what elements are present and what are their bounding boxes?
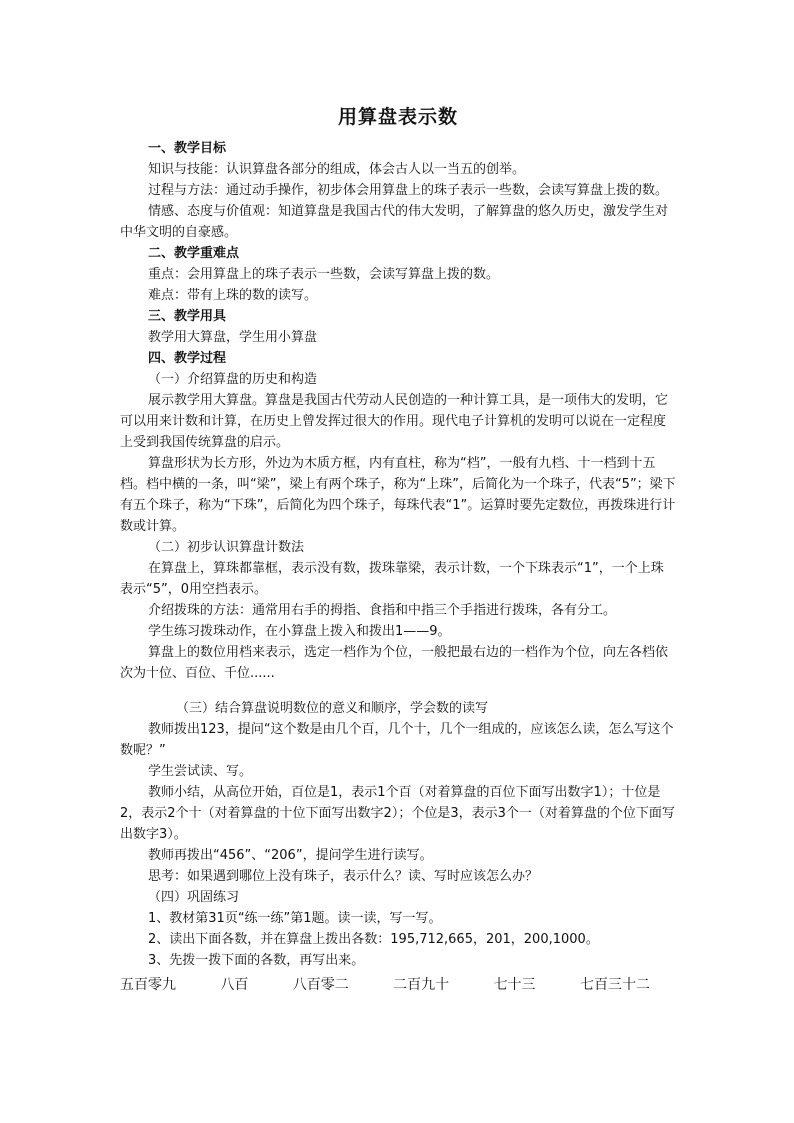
- paragraph: 知识与技能：认识算盘各部分的组成，体会古人以一当五的创举。: [148, 162, 526, 177]
- paragraph: 情感、态度与价值观：知道算盘是我国古代的伟大发明，了解算盘的悠久历史，激发学生对中华文明的自豪感。: [120, 204, 669, 240]
- subsection-heading: （二）初步认识算盘计数法: [148, 540, 305, 555]
- paragraph: 介绍拨珠的方法：通常用右手的拇指、食指和中指三个手指进行拨珠，各有分工。: [148, 603, 617, 618]
- paragraph: 重点：会用算盘上的珠子表示一些数，会读写算盘上拨的数。: [148, 267, 500, 282]
- paragraph: 2、读出下面各数，并在算盘上拨出各数：195,712,665，201，200,1000。: [148, 932, 599, 947]
- paragraph: 算盘上的数位用档来表示，选定一档作为个位，一般把最右边的一档作为个位，向左各档依次为十位、百位、千位......: [120, 645, 669, 681]
- number-word: 五百零九: [120, 977, 176, 993]
- number-word-list: [120, 975, 650, 996]
- paragraph: 教学用大算盘，学生用小算盘: [148, 330, 318, 345]
- paragraph: 教师再拨出“456”、“206”，提问学生进行读写。: [148, 848, 433, 863]
- number-word: 八百: [220, 977, 249, 993]
- paragraph: 展示教学用大算盘。算盘是我国古代劳动人民创造的一种计算工具，是一项伟大的发明，它可以用来计数和计算，在历史上曾发挥过很大的作用。现代电子计算机的发明可以说在一定程度上受到我国传统算盘的启示。: [120, 393, 669, 450]
- paragraph: 教师拨出123，提问“这个数是由几个百，几个十，几个一组成的，应该怎么读，怎么写这个数呢？”: [120, 722, 674, 758]
- document-body: [120, 104, 676, 996]
- number-word: 二百九十: [393, 977, 450, 993]
- paragraph: 学生练习拨珠动作，在小算盘上拨入和拨出1——9。: [148, 624, 451, 639]
- section-heading: 四、教学过程: [148, 351, 227, 366]
- subsection-heading: （三）结合算盘说明数位的意义和顺序，学会数的读写: [176, 701, 489, 716]
- subsection-heading: （四）巩固练习: [148, 890, 240, 905]
- subsection-heading: （一）介绍算盘的历史和构造: [148, 372, 318, 387]
- paragraph: 思考：如果遇到哪位上没有珠子，表示什么？读、写时应该怎么办？: [148, 869, 539, 884]
- paragraph: 在算盘上，算珠都靠框，表示没有数，拨珠靠梁，表示计数，一个下珠表示“1”，一个上珠表示“5”，0用空挡表示。: [120, 561, 664, 597]
- paragraph: 3、先拨一拨下面的各数，再写出来。: [148, 953, 365, 968]
- section-heading: 一、教学目标: [148, 141, 227, 156]
- number-word: 七百三十二: [579, 977, 650, 993]
- page-title: 用算盘表示数: [337, 106, 458, 128]
- section-heading: 二、教学重难点: [148, 246, 240, 261]
- number-word: 八百零二: [292, 977, 349, 993]
- section-heading: 三、教学用具: [148, 309, 227, 324]
- paragraph: 过程与方法：通过动手操作，初步体会用算盘上的珠子表示一些数，会读写算盘上拨的数。: [148, 183, 669, 198]
- paragraph: 1、教材第31页“练一练”第1题。读一读，写一写。: [148, 911, 442, 926]
- number-word: 七十三: [493, 977, 536, 993]
- paragraph: 教师小结，从高位开始，百位是1，表示1个百（对着算盘的百位下面写出数字1）；十位是2，表示2个十（对着算盘的十位下面写出数字2）；个位是3，表示3个一（对着算盘的个位下面写出数字3）。: [120, 785, 675, 842]
- paragraph: 难点：带有上珠的数的读写。: [148, 288, 318, 303]
- paragraph: 算盘形状为长方形，外边为木质方框，内有直柱，称为“档”，一般有九档、十一档到十五档。档中横的一条，叫“梁”，梁上有两个珠子，称为“上珠”，后简化为一个珠子，代表“5”；梁下有五个珠子，称为“下珠”，后简化为四个珠子，每珠代表“1”。运算时要先定数位，再拨珠进行计数或计算。: [120, 456, 676, 534]
- paragraph: 学生尝试读、写。: [148, 764, 253, 779]
